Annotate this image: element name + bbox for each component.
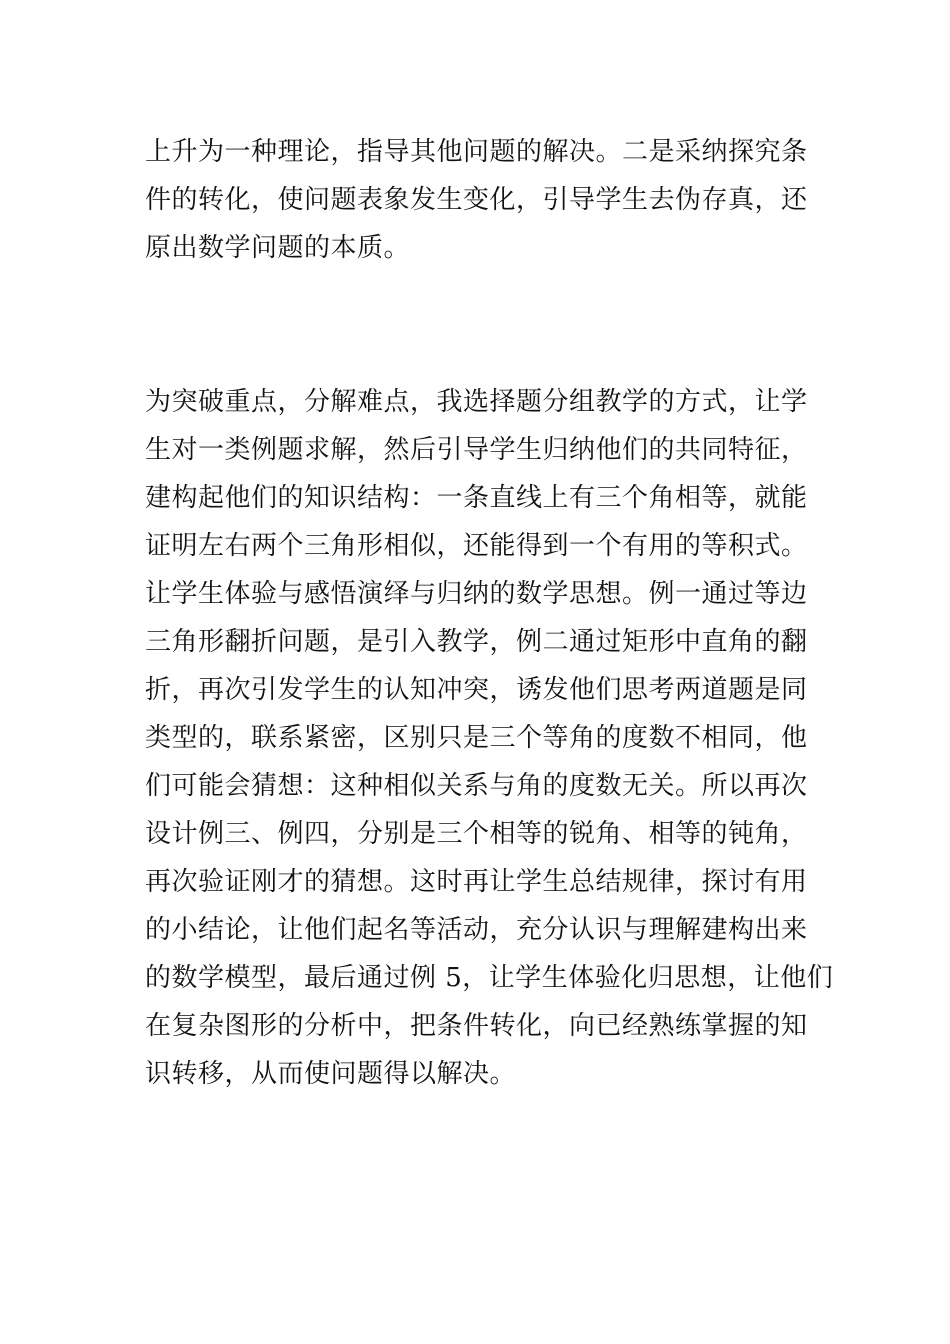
paragraph-line: 的小结论，让他们起名等活动，充分认识与理解建构出来 [145,915,808,945]
paragraph-line: 的数学模型，最后通过例 5，让学生体验化归思想，让他们 [145,963,834,993]
paragraph-line: 上升为一种理论，指导其他问题的解决。二是采纳探究条 [145,137,808,167]
paragraph-line: 们可能会猜想：这种相似关系与角的度数无关。所以再次 [145,771,808,801]
paragraph-line: 件的转化，使问题表象发生变化，引导学生去伪存真，还 [145,185,808,215]
paragraph-line: 为突破重点，分解难点，我选择题分组教学的方式，让学 [145,387,808,417]
paragraph-line: 证明左右两个三角形相似，还能得到一个有用的等积式。 [145,531,808,561]
paragraph-line: 在复杂图形的分析中，把条件转化，向已经熟练掌握的知 [145,1011,808,1041]
paragraph-line: 识转移，从而使问题得以解决。 [145,1059,517,1089]
paragraph-line: 类型的，联系紧密，区别只是三个等角的度数不相同，他 [145,723,808,753]
paragraph-line: 生对一类例题求解，然后引导学生归纳他们的共同特征， [145,435,808,465]
paragraph-line: 折，再次引发学生的认知冲突，诱发他们思考两道题是同 [145,675,808,705]
paragraph-line: 再次验证刚才的猜想。这时再让学生总结规律，探讨有用 [145,867,808,897]
paragraph-line: 让学生体验与感悟演绎与归纳的数学思想。例一通过等边 [145,579,808,609]
paragraph-line: 三角形翻折问题，是引入教学，例二通过矩形中直角的翻 [145,627,808,657]
paragraph-line: 建构起他们的知识结构：一条直线上有三个角相等，就能 [145,483,808,513]
paragraph-line: 原出数学问题的本质。 [145,233,411,263]
paragraph-line: 设计例三、例四，分别是三个相等的锐角、相等的钝角， [145,819,808,849]
